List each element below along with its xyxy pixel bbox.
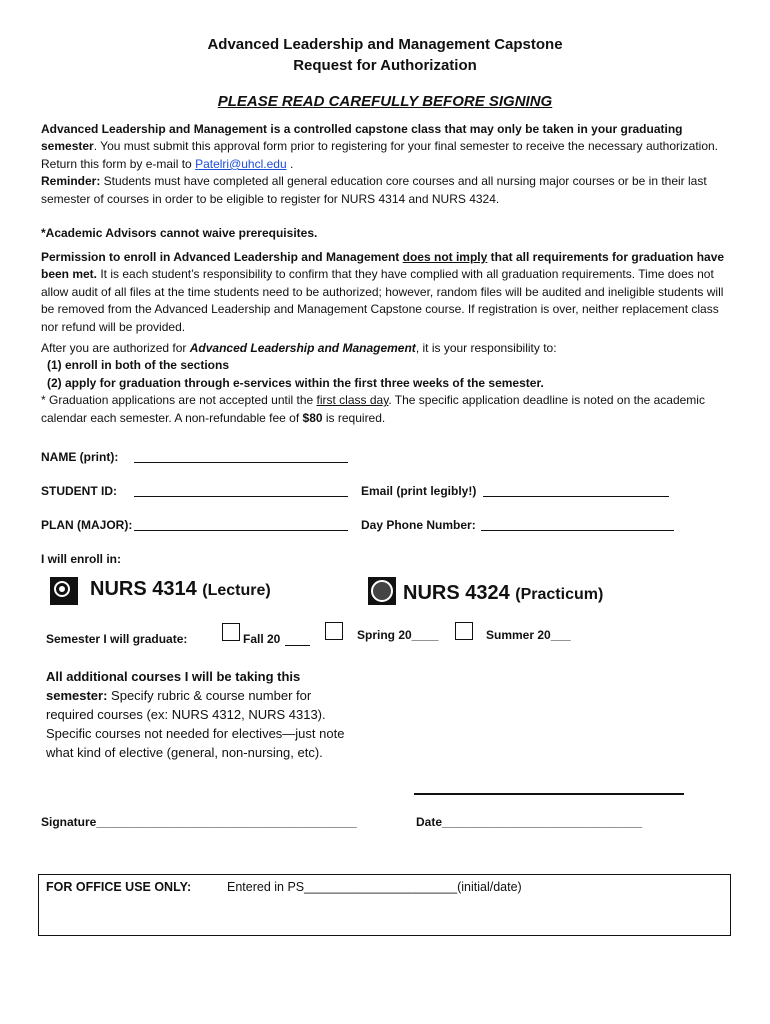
spring-checkbox[interactable] xyxy=(325,622,343,640)
form-title: Advanced Leadership and Management Capstone xyxy=(207,36,563,53)
fee-amount: $80 xyxy=(302,410,323,425)
email-link[interactable]: Patelri@uhcl.edu xyxy=(195,156,287,171)
signature-field[interactable]: _______________________________________ xyxy=(96,815,357,829)
enroll-label: I will enroll in: xyxy=(41,552,122,566)
warning-heading: PLEASE READ CAREFULLY BEFORE SIGNING xyxy=(217,93,553,110)
additional-courses-note: All additional courses I will be taking this semester: Specify rubric & course number for required courses (ex: NURS 4312, NURS 4313). Specific courses not needed for electives—just note what kind of elective (general, non-nursing, etc). xyxy=(46,669,345,760)
additional-courses-field[interactable] xyxy=(414,793,684,795)
fall-year-field[interactable] xyxy=(285,632,310,646)
name-label: NAME (print): xyxy=(41,450,119,464)
name-field[interactable] xyxy=(134,449,348,463)
responsibility-paragraph: After you are authorized for Advanced Leadership and Management, it is your responsibility to: (1) enroll in both of the sections (2) apply for graduation through e-services within the first three weeks of the semester. * Graduation applications are not accepted until the first class day. The specific application deadline is noted on the academic calendar each semester. A non-refundable fee of $80 is required. xyxy=(41,341,705,425)
intro-text: . You must submit this approval form prior to registering for your final semester to receive the necessary authorization. Return this form by e-mail to xyxy=(41,139,719,171)
date-label: Date xyxy=(416,815,443,829)
intro-bold: Advanced Leadership and Management is a controlled capstone class that may only be taken in your graduating semester xyxy=(41,122,683,154)
plan-field[interactable] xyxy=(134,517,348,531)
entered-field[interactable]: ______________________ xyxy=(304,880,458,894)
signature-row xyxy=(41,815,357,829)
entered-in-ps: Entered in PS______________________(initial/date) xyxy=(227,880,522,894)
fall-label: Fall 20 xyxy=(243,632,281,646)
fall-checkbox[interactable] xyxy=(222,623,240,641)
form-subtitle: Request for Authorization xyxy=(293,57,477,74)
reminder-label: Reminder: xyxy=(41,174,101,189)
course-nurs-4324: NURS 4324 (Practicum) xyxy=(403,582,604,604)
signature-label: Signature xyxy=(41,815,97,829)
summer-label: Summer 20___ xyxy=(486,628,571,642)
course-nurs-4314: NURS 4314 (Lecture) xyxy=(90,578,271,600)
radio-icon[interactable] xyxy=(50,577,78,605)
date-row xyxy=(416,815,642,829)
plan-label: PLAN (MAJOR): xyxy=(41,518,133,532)
permission-paragraph: Permission to enroll in Advanced Leadership and Management does not imply that all requirements for graduation have been met. It is each student’s responsibility to confirm that they have complied with all graduation requirements. Time does not allow audit of all files at the time students need to be authorized; however, random files will be audited and ineligible students will be removed from the Advanced Leadership and Management Capstone course. If registration is over, neither replacement class nor refund will be provided. xyxy=(41,250,725,334)
radio-icon[interactable] xyxy=(368,577,396,605)
student-id-label: STUDENT ID: xyxy=(41,484,117,498)
spring-label: Spring 20____ xyxy=(357,628,439,642)
office-use-label: FOR OFFICE USE ONLY: xyxy=(46,880,192,894)
intro-paragraph: Advanced Leadership and Management is a controlled capstone class that may only be taken in your graduating semester. You must submit this approval form prior to registering for your final semester to receive the necessary authorization. Return this form by e-mail to Patelri@uhcl.edu . Reminder: Students must have completed all general education core courses and all nursing major courses or be in their last semester of courses in order to be eligible to register for NURS 4314 and NURS 4324. xyxy=(41,122,719,206)
date-field[interactable]: ______________________________ xyxy=(442,815,643,829)
student-id-field[interactable] xyxy=(134,483,348,497)
phone-field[interactable] xyxy=(481,517,674,531)
reminder-text: Students must have completed all general education core courses and all nursing major courses or be in their last semester of courses in order to be eligible to register for NURS 4314 and NURS 4324. xyxy=(41,174,707,206)
advisors-note: *Academic Advisors cannot waive prerequisites. xyxy=(41,226,318,240)
phone-label: Day Phone Number: xyxy=(361,518,476,532)
summer-checkbox[interactable] xyxy=(455,622,473,640)
email-label: Email (print legibly!) xyxy=(361,484,477,498)
step-2: (2) apply for graduation through e-services within the first three weeks of the semester. xyxy=(47,375,544,390)
step-1: (1) enroll in both of the sections xyxy=(47,358,230,373)
email-field[interactable] xyxy=(483,483,669,497)
graduate-label: Semester I will graduate: xyxy=(46,632,188,646)
